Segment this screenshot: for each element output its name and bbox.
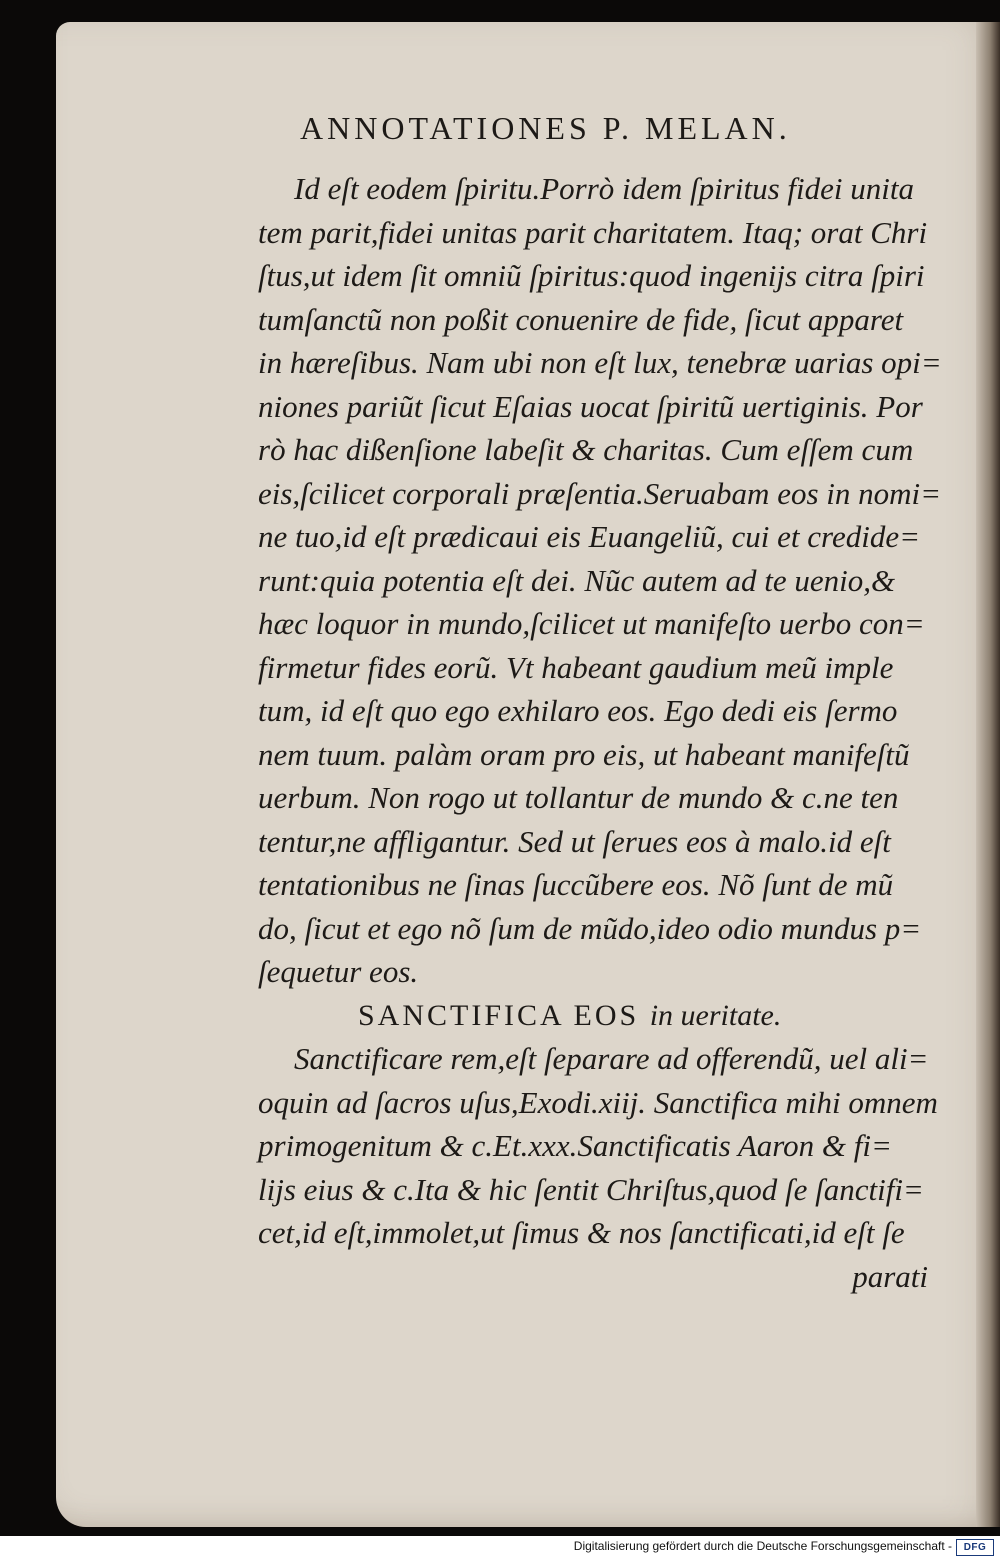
text-line: Id eſt eodem ſpiritu.Porrò idem ſpiritus fidei unita xyxy=(294,171,914,206)
text-line: ſequetur eos. xyxy=(258,954,419,989)
text-line: ſtus,ut idem ſit omniũ ſpiritus:quod ingenijs citra ſpiri xyxy=(258,258,925,293)
text-line: niones pariũt ſicut Eſaias uocat ſpiritũ uertiginis. Por xyxy=(258,388,923,424)
text-line: uerbum. Non rogo ut tollantur de mundo & c.ne ten xyxy=(258,780,899,815)
text-line: nem tuum. palàm oram pro eis, ut habeant manifeſtũ xyxy=(258,736,910,772)
text-line: runt:quia potentia eſt dei. Nũc autem ad te uenio,& xyxy=(258,562,896,598)
section-heading-caps: SANCTIFICA EOS xyxy=(358,998,640,1032)
text-line: in hæreſibus. Nam ubi non eſt lux, tenebræ uarias opi= xyxy=(258,345,942,380)
text-line: eis,ſcilicet corporali præſentia.Seruabam eos in nomi= xyxy=(258,475,942,511)
text-line: tum, id eſt quo ego exhilaro eos. Ego dedi eis ſermo xyxy=(258,693,898,728)
text-line: rò hac dißenſione labeſit & charitas. Cum eſſem cum xyxy=(258,432,914,467)
page-text-block xyxy=(258,110,942,1298)
text-line: tem parit,fidei unitas parit charitatem. Itaq; orat Chri xyxy=(258,214,928,250)
dfg-logo: DFG xyxy=(956,1539,994,1556)
text-line: ne tuo,id eſt prædicaui eis Euangeliũ, cui et credide= xyxy=(258,519,921,554)
section-heading-italic: in ueritate. xyxy=(649,998,782,1032)
text-line: oquin ad ſacros uſus,Exodi.xiij. Sanctifica mihi omnem xyxy=(258,1084,938,1120)
running-header: ANNOTATIONES P. MELAN. xyxy=(300,110,791,146)
text-line: lijs eius & c.Ita & hic ſentit Chriſtus,quod ſe ſanctifi= xyxy=(258,1171,924,1207)
text-line: tumſanctũ non poßit conuenire de fide, ſicut apparet xyxy=(258,301,904,337)
section-heading xyxy=(258,994,938,1038)
text-line: firmetur fides eorũ. Vt habeant gaudium meũ imple xyxy=(258,649,894,685)
funding-credit: Digitalisierung gefördert durch die Deutsche Forschungsgemeinschaft - xyxy=(573,1539,952,1553)
text-line: hæc loquor in mundo,ſcilicet ut manifeſto uerbo con= xyxy=(258,606,925,641)
paragraph-2 xyxy=(258,1037,938,1255)
catchword: parati xyxy=(852,1258,928,1294)
paragraph-1 xyxy=(258,167,942,994)
page-gutter xyxy=(976,22,1000,1527)
text-line: tentationibus ne ſinas ſuccũbere eos. Nõ ſunt de mũ xyxy=(258,867,894,902)
text-line: Sanctificare rem,eſt ſeparare ad offerendũ, uel ali= xyxy=(294,1041,929,1076)
text-line: primogenitum & c.Et.xxx.Sanctificatis Aaron & fi= xyxy=(258,1128,892,1163)
text-line: do, ſicut et ego nõ ſum de mũdo,ideo odio mundus p= xyxy=(258,910,922,946)
text-line: cet,id eſt,immolet,ut ſimus & nos ſanctificati,id eſt ſe xyxy=(258,1215,905,1250)
text-line: tentur,ne affligantur. Sed ut ſerues eos à malo.id eſt xyxy=(258,823,891,859)
